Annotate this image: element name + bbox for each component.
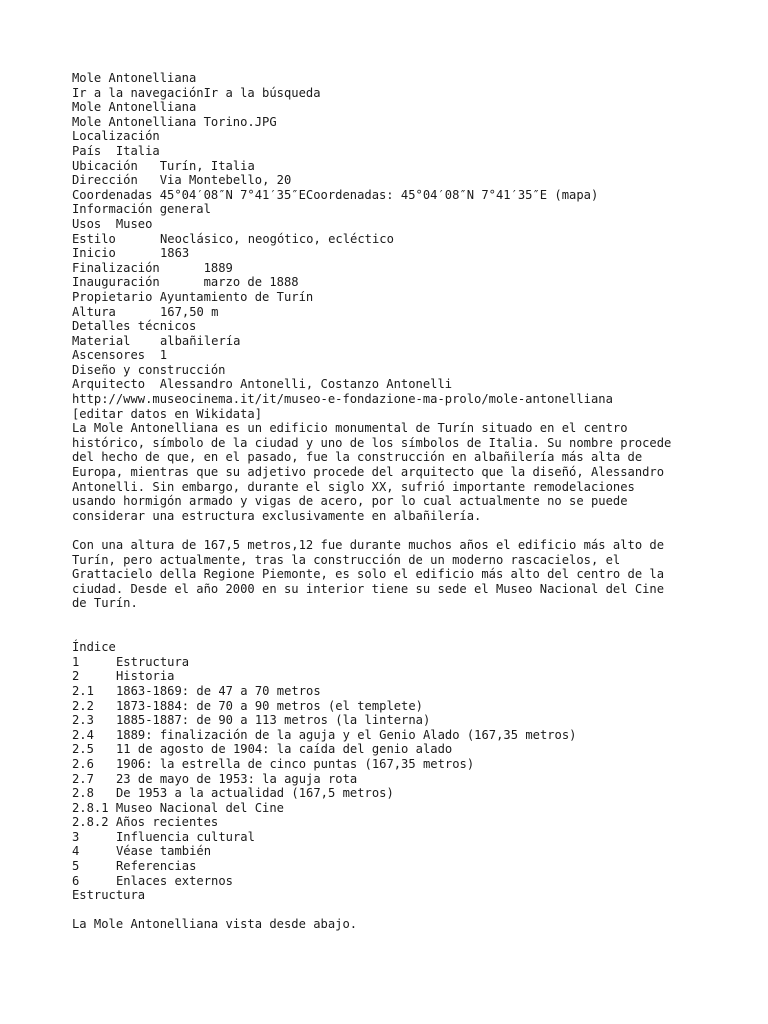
infobox-value[interactable]: 45°04′08″N 7°41′35″ECoordenadas: 45°04′08″N 7°41′35″E (mapa) xyxy=(159,187,599,202)
infobox-value[interactable]: 1863 xyxy=(160,246,190,261)
table-of-contents xyxy=(72,640,762,888)
infobox-label: Finalización xyxy=(72,260,160,275)
toc-label[interactable]: 1863-1869: de 47 a 70 metros xyxy=(116,683,321,698)
infobox-row-material xyxy=(72,334,762,349)
paragraph-line: Grattacielo della Regione Piemonte, es solo el edificio más alto del centro de la xyxy=(72,567,665,582)
toc-item[interactable] xyxy=(72,655,762,670)
infobox-label: Material xyxy=(72,333,131,348)
toc-label[interactable]: Estructura xyxy=(116,654,190,669)
infobox-label: Coordenadas xyxy=(72,187,153,202)
toc-label[interactable]: 1885-1887: de 90 a 113 metros (la linterna) xyxy=(116,713,431,728)
article-heading: Mole Antonelliana xyxy=(72,100,197,115)
infobox-row-end xyxy=(72,261,762,276)
infobox-label: Altura xyxy=(72,304,116,319)
infobox-label: Ascensores xyxy=(72,348,146,363)
toc-label[interactable]: Véase también xyxy=(116,844,212,859)
infobox-label: Dirección xyxy=(72,173,138,188)
toc-number: 2.8.2 xyxy=(72,815,109,830)
toc-item[interactable] xyxy=(72,742,762,757)
toc-title: Índice xyxy=(72,640,116,655)
toc-label[interactable]: Historia xyxy=(116,669,175,684)
toc-number: 3 xyxy=(72,829,80,844)
infobox-section-general: Información general xyxy=(72,202,211,217)
spacer xyxy=(72,611,762,626)
toc-item[interactable] xyxy=(72,874,762,889)
paragraph-line: Turín, pero actualmente, tras la construcción de un moderno rascacielos, el xyxy=(72,552,621,567)
infobox-section-design: Diseño y construcción xyxy=(72,362,226,377)
toc-number: 2 xyxy=(72,669,80,684)
infobox-section-location: Localización xyxy=(72,129,160,144)
paragraph-line: ciudad. Desde el año 2000 en su interior tiene su sede el Museo Nacional del Cine xyxy=(72,581,665,596)
infobox-value: 167,50 m xyxy=(160,304,219,319)
paragraph-line: histórico, símbolo de la ciudad y uno de los símbolos de Italia. Su nombre procede xyxy=(72,435,672,450)
document-page xyxy=(72,71,762,932)
infobox-section-technical: Detalles técnicos xyxy=(72,319,197,334)
website-link[interactable]: http://www.museocinema.it/it/museo-e-fondazione-ma-prolo/mole-antonelliana xyxy=(72,392,613,407)
toc-number: 2.4 xyxy=(72,727,94,742)
infobox-row-start xyxy=(72,246,762,261)
toc-label[interactable]: Museo Nacional del Cine xyxy=(115,800,284,815)
infobox-row-style xyxy=(72,232,762,247)
infobox-row-owner xyxy=(72,290,762,305)
toc-label[interactable]: 23 de mayo de 1953: la aguja rota xyxy=(116,771,358,786)
infobox-value[interactable]: marzo de 1888 xyxy=(203,275,299,290)
toc-item[interactable] xyxy=(72,757,762,772)
paragraph-height xyxy=(72,538,762,611)
infobox-label: Inauguración xyxy=(72,275,160,290)
infobox-label: Propietario xyxy=(72,289,153,304)
infobox-label: País xyxy=(72,143,102,158)
paragraph-line: Europa, mientras que su adjetivo procede del arquitecto que la diseñó, Alessandro xyxy=(72,465,665,480)
toc-item[interactable] xyxy=(72,801,762,816)
infobox-row-country xyxy=(72,144,762,159)
toc-item[interactable] xyxy=(72,684,762,699)
infobox-value: 1 xyxy=(159,348,168,363)
toc-number: 2.5 xyxy=(72,742,94,757)
toc-item[interactable] xyxy=(72,669,762,684)
paragraph-line: de Turín. xyxy=(72,596,138,611)
infobox-value[interactable]: Italia xyxy=(115,143,160,158)
figure-caption: La Mole Antonelliana vista desde abajo. xyxy=(72,917,358,932)
paragraph-line: Antonelli. Sin embargo, durante el siglo XX, sufrió importante remodelaciones xyxy=(72,479,635,494)
infobox-row-height xyxy=(72,305,762,320)
infobox-label: Ubicación xyxy=(72,158,138,173)
infobox-value[interactable]: Museo xyxy=(115,216,153,231)
infobox-label: Arquitecto xyxy=(72,377,146,392)
infobox-label: Estilo xyxy=(72,231,116,246)
paragraph-line: Con una altura de 167,5 metros,12 fue durante muchos años el edificio más alto de xyxy=(72,538,665,552)
spacer xyxy=(72,626,762,641)
skip-links[interactable]: Ir a la navegaciónIr a la búsqueda xyxy=(72,85,321,100)
infobox-value[interactable]: Ayuntamiento de Turín xyxy=(159,289,314,304)
infobox-row-inauguration xyxy=(72,275,762,290)
toc-item[interactable] xyxy=(72,699,762,714)
toc-number: 2.8 xyxy=(72,786,94,801)
infobox-value[interactable]: Neoclásico, neogótico, ecléctico xyxy=(160,231,394,246)
toc-number: 5 xyxy=(72,859,80,874)
paragraph-line: considerar una estructura exclusivamente en albañilería. xyxy=(72,508,482,523)
toc-number: 2.7 xyxy=(72,771,94,786)
toc-label[interactable]: De 1953 a la actualidad (167,5 metros) xyxy=(116,786,394,801)
toc-number: 4 xyxy=(72,844,80,859)
infobox-row-architect xyxy=(72,377,762,392)
spacer xyxy=(72,903,762,918)
paragraph-intro xyxy=(72,421,762,523)
toc-number: 2.2 xyxy=(72,698,94,713)
toc-label[interactable]: Referencias xyxy=(116,859,197,874)
toc-label[interactable]: 1906: la estrella de cinco puntas (167,35 metros) xyxy=(116,756,475,771)
infobox-row-uses xyxy=(72,217,762,232)
toc-item[interactable] xyxy=(72,859,762,874)
infobox-value[interactable]: Alessandro Antonelli, Costanzo Antonelli xyxy=(159,377,453,392)
infobox-row-coords xyxy=(72,188,762,203)
toc-label[interactable]: Enlaces externos xyxy=(116,873,233,888)
toc-label[interactable]: 1889: finalización de la aguja y el Genio Alado (167,35 metros) xyxy=(116,727,577,742)
infobox-value: Via Montebello, 20 xyxy=(159,173,292,188)
infobox-row-location xyxy=(72,159,762,174)
infobox-row-elevators xyxy=(72,348,762,363)
toc-label[interactable]: 11 de agosto de 1904: la caída del genio alado xyxy=(116,742,453,757)
toc-label[interactable]: 1873-1884: de 70 a 90 metros (el templete) xyxy=(116,698,423,713)
infobox-label: Usos xyxy=(72,216,102,231)
spacer xyxy=(72,523,762,538)
toc-item[interactable] xyxy=(72,830,762,845)
wikidata-edit-link[interactable]: [editar datos en Wikidata] xyxy=(72,406,263,421)
toc-number: 2.6 xyxy=(72,756,94,771)
image-caption[interactable]: Mole Antonelliana Torino.JPG xyxy=(72,114,277,129)
section-heading: Estructura xyxy=(72,888,146,903)
toc-label[interactable]: Años recientes xyxy=(115,815,219,830)
toc-item[interactable] xyxy=(72,713,762,728)
infobox-value[interactable]: albañilería xyxy=(160,333,241,348)
toc-label[interactable]: Influencia cultural xyxy=(116,829,255,844)
toc-item[interactable] xyxy=(72,728,762,743)
toc-number: 6 xyxy=(72,873,80,888)
toc-number: 1 xyxy=(72,654,80,669)
infobox-value[interactable]: Turín, Italia xyxy=(159,158,255,173)
infobox-label: Inicio xyxy=(72,246,116,261)
infobox-row-address xyxy=(72,173,762,188)
paragraph-line: del hecho de que, en el pasado, fue la construcción en albañilería más alta de xyxy=(72,450,643,465)
toc-number: 2.1 xyxy=(72,683,94,698)
infobox-value[interactable]: 1889 xyxy=(203,260,233,275)
paragraph-line: usando hormigón armado y vigas de acero, por lo cual actualmente no se puede xyxy=(72,494,628,509)
toc-number: 2.8.1 xyxy=(72,800,109,815)
toc-item[interactable] xyxy=(72,786,762,801)
paragraph-line: La Mole Antonelliana es un edificio monumental de Turín situado en el centro xyxy=(72,421,628,436)
toc-item[interactable] xyxy=(72,844,762,859)
page-title: Mole Antonelliana xyxy=(72,71,197,85)
toc-number: 2.3 xyxy=(72,713,94,728)
toc-item[interactable] xyxy=(72,772,762,787)
toc-item[interactable] xyxy=(72,815,762,830)
